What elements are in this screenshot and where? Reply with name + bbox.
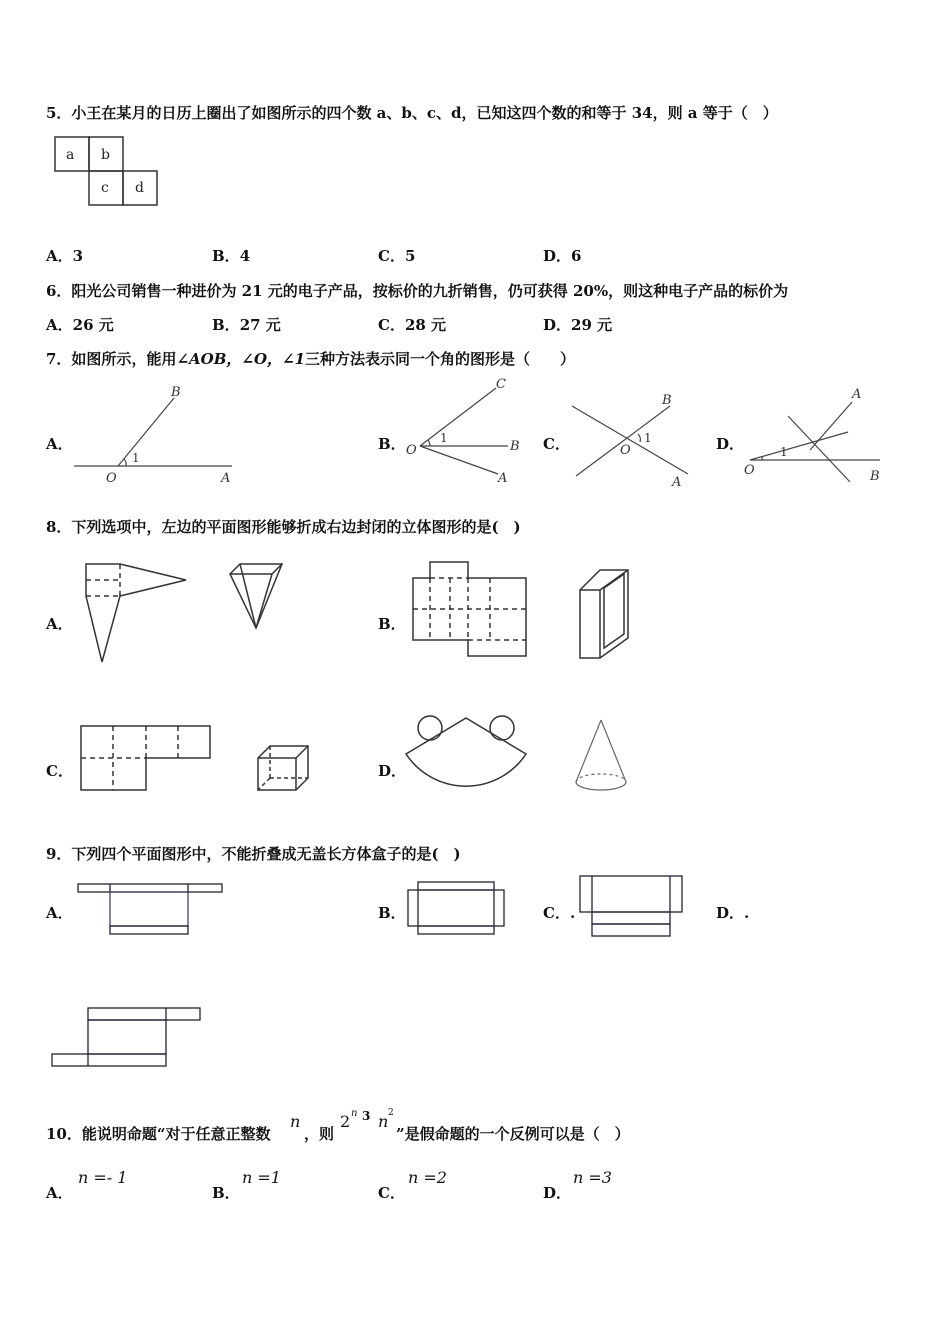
q8-net-a [80, 556, 200, 668]
q7-figure-d [740, 382, 888, 490]
option-math: n =- 1 [78, 1168, 128, 1187]
option-letter: A． [46, 247, 73, 265]
q6-stem: 6．阳光公司销售一种进价为 21 元的电子产品，按标价的九折销售，仍可获得 20%，则这种电子产品的标价为 [46, 282, 789, 300]
label-o: O [620, 443, 631, 458]
option-text: 28 元 [404, 316, 447, 334]
label-1: 1 [644, 431, 652, 445]
option-letter: C． [378, 316, 405, 334]
q10-stem-middle: ，则 [304, 1125, 335, 1143]
q8-stem: 8．下列选项中，左边的平面图形能够折成右边封闭的立体图形的是( ) [46, 518, 521, 536]
q7-figure-a [70, 380, 240, 490]
option-letter: A． [46, 1184, 73, 1202]
label-a: A [672, 475, 682, 490]
q8-option-a[interactable]: A． [46, 615, 73, 633]
q9-stem: 9．下列四个平面图形中，不能折叠成无盖长方体盒子的是( ) [46, 845, 461, 863]
q7-stem-prefix: 7．如图所示，能用 [46, 350, 177, 368]
q10-expr-exp: n [351, 1108, 358, 1119]
label-b: B [662, 393, 672, 408]
q8-option-c[interactable]: C． [46, 762, 73, 780]
q9-option-c[interactable]: C．. [543, 904, 576, 922]
q7-figure-c [568, 390, 698, 490]
q7-stem-math: ∠AOB，∠O，∠1 [176, 350, 306, 368]
option-letter: D． [543, 247, 572, 265]
option-letter: D． [543, 1184, 572, 1202]
label-a: A [852, 387, 862, 402]
q10-expr-rel: 3 [362, 1109, 371, 1123]
q8-solid-d [570, 716, 632, 796]
option-text: 26 元 [72, 316, 114, 334]
q8-solid-c [252, 742, 316, 796]
option-text: 27 元 [239, 316, 281, 334]
q7-option-a[interactable]: A． [46, 435, 73, 453]
q10-expr-rhs-exp: 2 [388, 1108, 394, 1118]
q7-figure-b [400, 374, 530, 489]
label-o: O [406, 443, 417, 458]
cell-b: b [101, 147, 110, 163]
label-o: O [106, 471, 117, 486]
q5-option-b[interactable] [212, 245, 250, 266]
label-a: A [221, 471, 231, 486]
q5-calendar-figure [50, 134, 160, 210]
q8-solid-b [576, 566, 636, 664]
q8-option-b[interactable]: B． [378, 615, 406, 633]
q6-option-c[interactable] [378, 314, 446, 335]
q7-option-d[interactable]: D． [716, 435, 745, 453]
label-b: B [510, 439, 520, 454]
option-math: n =3 [573, 1168, 612, 1187]
q7-stem-suffix: 三种方法表示同一个角的图形是（ ） [305, 350, 576, 368]
q8-net-d [402, 710, 530, 794]
option-letter: B． [212, 316, 240, 334]
option-math: n =2 [408, 1168, 447, 1187]
q10-stem-suffix: ”是假命题的一个反例可以是（ ） [396, 1125, 630, 1143]
q10-expr-rhs: n [378, 1112, 389, 1131]
label-1: 1 [780, 445, 788, 459]
q5-option-d[interactable] [543, 245, 581, 266]
q5-option-c[interactable] [378, 245, 415, 266]
option-text: 6 [571, 247, 582, 265]
q9-option-b[interactable]: B． [378, 904, 406, 922]
q8-solid-a [224, 560, 288, 634]
label-c: C [496, 377, 506, 392]
q6-option-b[interactable] [212, 314, 281, 335]
option-text: 4 [239, 247, 251, 265]
option-letter: C． [378, 247, 405, 265]
label-b: B [171, 385, 181, 400]
option-text: 5 [404, 247, 416, 265]
label-o: O [744, 463, 755, 478]
q9-net-b [404, 878, 508, 938]
label-b: B [870, 469, 880, 484]
q5-stem: 5．小王在某月的日历上圈出了如图所示的四个数 a、b、c、d，已知这四个数的和等于 34，则 a 等于（ ） [46, 104, 778, 122]
q5-option-a[interactable] [46, 245, 83, 266]
q8-net-b [410, 558, 532, 660]
cell-d: d [135, 180, 144, 196]
label-a: A [498, 471, 508, 486]
option-text: 3 [72, 247, 84, 265]
q6-option-d[interactable] [543, 314, 612, 335]
q8-net-c [78, 722, 216, 794]
q7-option-c[interactable]: C． [543, 435, 570, 453]
option-letter: B． [212, 247, 240, 265]
q7-stem [46, 348, 575, 369]
option-letter: A． [46, 316, 73, 334]
q9-option-a[interactable]: A． [46, 904, 73, 922]
label-1: 1 [440, 431, 448, 445]
q10-stem-prefix: 10．能说明命题“对于任意正整数 [46, 1125, 271, 1143]
q9-net-d [48, 1002, 206, 1072]
option-text: 29 元 [571, 316, 613, 334]
cell-c: c [101, 180, 109, 196]
option-math: n =1 [242, 1168, 281, 1187]
q10-n: n [290, 1112, 301, 1131]
q6-option-a[interactable] [46, 314, 114, 335]
cell-a: a [66, 147, 75, 163]
q7-option-b[interactable]: B． [378, 435, 406, 453]
q8-option-d[interactable]: D． [378, 762, 407, 780]
q9-net-a [74, 880, 226, 940]
q10-expr-base: 2 [340, 1112, 351, 1131]
option-letter: D． [543, 316, 572, 334]
option-letter: C． [378, 1184, 405, 1202]
option-letter: B． [212, 1184, 240, 1202]
label-1: 1 [132, 451, 140, 465]
q9-option-d[interactable]: D．. [716, 904, 750, 922]
q9-net-c [576, 872, 688, 940]
